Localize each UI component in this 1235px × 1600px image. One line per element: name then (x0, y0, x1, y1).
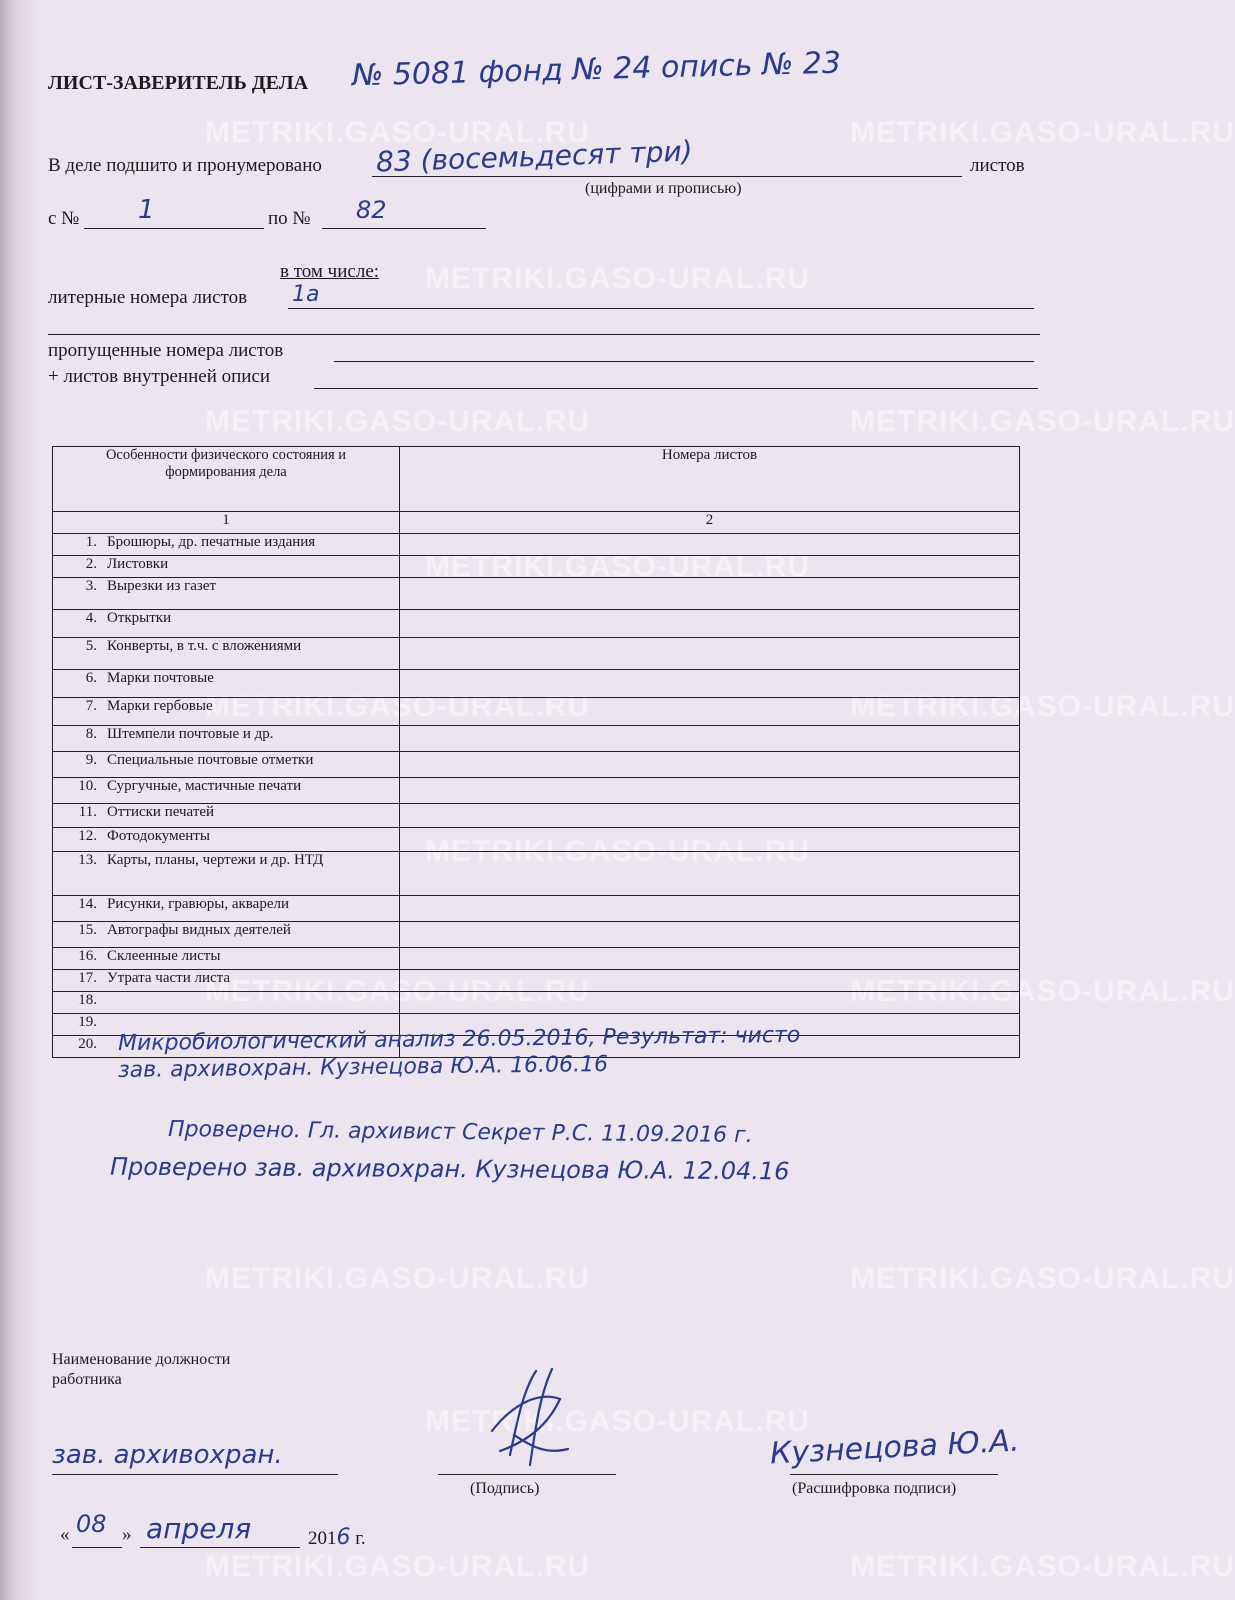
row-feature-label: Штемпели почтовые и др. (107, 726, 274, 742)
table-row (53, 670, 1020, 698)
row-number: 10. (78, 778, 97, 794)
table-row (53, 804, 1020, 828)
date-day-handwritten: 08 (76, 1510, 107, 1538)
row-feature-label: Утрата части листа (107, 970, 231, 986)
table-colnum-1: 1 (53, 512, 400, 534)
table-row (53, 578, 1020, 610)
watermark: METRIKI.GASO-URAL.RU (205, 1550, 590, 1583)
row-feature-label: Брошюры, др. печатные издания (107, 534, 316, 550)
table-handwritten-note-1: Микробиологический анализ 26.05.2016, Результат: чисто (117, 1022, 801, 1057)
table-row (53, 992, 1020, 1014)
row-feature-cell (53, 534, 400, 556)
watermark: METRIKI.GASO-URAL.RU (205, 975, 590, 1008)
signature-label: (Подпись) (470, 1480, 540, 1497)
row-feature-label: Фотодокументы (107, 828, 210, 844)
row-number: 18. (78, 992, 97, 1008)
watermark: METRIKI.GASO-URAL.RU (205, 405, 590, 438)
watermark: METRIKI.GASO-URAL.RU (205, 1262, 590, 1295)
row-feature-cell (53, 992, 400, 1014)
row-number: 17. (78, 970, 97, 986)
inner-inventory-label: + листов внутренней описи (48, 366, 271, 387)
date-month-handwritten: апреля (146, 1512, 252, 1545)
count-value-handwritten: 83 (восемьдесят три) (375, 134, 694, 179)
watermark: METRIKI.GASO-URAL.RU (850, 116, 1235, 149)
row-sheet-numbers-cell (400, 556, 1020, 578)
date-year (308, 1525, 366, 1550)
signature-mark (478, 1365, 574, 1475)
row-sheet-numbers-cell (400, 578, 1020, 610)
row-number: 3. (85, 578, 97, 594)
row-number: 1. (85, 534, 97, 550)
from-label: с № (48, 208, 80, 229)
condition-table (52, 446, 1020, 1058)
case-number-handwritten: № 5081 фонд № 24 опись № 23 (351, 45, 842, 94)
decode-label: (Расшифровка подписи) (792, 1480, 957, 1497)
row-feature-cell (53, 752, 400, 778)
row-sheet-numbers-cell (400, 670, 1020, 698)
row-sheet-numbers-cell (400, 804, 1020, 828)
row-number: 2. (85, 556, 97, 572)
table-row (53, 948, 1020, 970)
date-year-digit-handwritten: 6 (336, 1525, 351, 1550)
table-header-sheet-numbers: Номера листов (400, 447, 1020, 512)
table-handwritten-note-2: зав. архивохран. Кузнецова Ю.А. 16.06.16 (117, 1052, 609, 1083)
from-underline (84, 228, 264, 229)
row-feature-label: Листовки (107, 556, 169, 572)
count-note: (цифрами и прописью) (585, 180, 742, 197)
row-feature-cell (53, 778, 400, 804)
row-number: 9. (85, 752, 97, 768)
row-sheet-numbers-cell (400, 610, 1020, 638)
watermark: METRIKI.GASO-URAL.RU (425, 835, 810, 868)
row-feature-cell (53, 726, 400, 752)
row-feature-cell (53, 556, 400, 578)
date-year-prefix: 201 (308, 1528, 337, 1549)
date-close-quote: » (122, 1524, 132, 1545)
row-number: 7. (85, 698, 97, 714)
row-feature-label: Открытки (107, 610, 172, 626)
row-number: 13. (78, 852, 97, 868)
row-feature-cell (53, 852, 400, 896)
page-binding-edge (0, 0, 36, 1600)
including-label: в том числе: (280, 261, 380, 282)
row-feature-cell (53, 670, 400, 698)
table-row (53, 828, 1020, 852)
table-row (53, 610, 1020, 638)
row-number: 4. (85, 610, 97, 626)
to-label: по № (268, 208, 311, 229)
date-month-underline (140, 1547, 300, 1548)
table-header-features: Особенности физического состояния и формирования дела (53, 447, 400, 512)
watermark: METRIKI.GASO-URAL.RU (850, 975, 1235, 1008)
page-title: ЛИСТ-ЗАВЕРИТЕЛЬ ДЕЛА (48, 72, 309, 94)
date-year-suffix: г. (355, 1528, 366, 1549)
row-sheet-numbers-cell (400, 698, 1020, 726)
row-feature-label: Автографы видных деятелей (107, 922, 291, 938)
row-feature-cell (53, 698, 400, 726)
row-number: 5. (85, 638, 97, 654)
verification-note-2: Проверено зав. архивохран. Кузнецова Ю.А. 12.04.16 (109, 1152, 790, 1186)
watermark: METRIKI.GASO-URAL.RU (425, 262, 810, 295)
row-sheet-numbers-cell (400, 726, 1020, 752)
skipped-underline (334, 361, 1034, 362)
row-number: 8. (85, 726, 97, 742)
liter-value-handwritten: 1а (292, 282, 320, 307)
liter-label: литерные номера листов (48, 287, 248, 308)
from-value-handwritten: 1 (138, 195, 155, 225)
row-feature-cell (53, 948, 400, 970)
row-number: 16. (78, 948, 97, 964)
row-number: 11. (78, 804, 97, 820)
to-underline (322, 228, 486, 229)
row-feature-cell (53, 970, 400, 992)
verification-note-1: Проверено. Гл. архивист Секрет Р.С. 11.09.2016 г. (167, 1116, 753, 1149)
position-value-handwritten: зав. архивохран. (52, 1440, 283, 1470)
row-number: 20. (78, 1036, 97, 1052)
count-label: В деле подшито и пронумеровано (48, 155, 322, 176)
row-sheet-numbers-cell (400, 828, 1020, 852)
row-feature-cell (53, 828, 400, 852)
table-row (53, 852, 1020, 896)
row-feature-label: Марки почтовые (107, 670, 214, 686)
to-value-handwritten: 82 (356, 196, 387, 224)
row-sheet-numbers-cell (400, 970, 1020, 992)
watermark: METRIKI.GASO-URAL.RU (205, 116, 590, 149)
liter-underline-2 (48, 334, 1040, 335)
watermark: METRIKI.GASO-URAL.RU (425, 1405, 810, 1438)
date-day-underline (72, 1547, 122, 1548)
row-feature-cell (53, 638, 400, 670)
sheets-label: листов (970, 155, 1025, 176)
row-feature-label: Вырезки из газет (107, 578, 217, 594)
table-row (53, 638, 1020, 670)
row-feature-cell (53, 610, 400, 638)
table-row (53, 752, 1020, 778)
row-sheet-numbers-cell (400, 896, 1020, 922)
inner-inventory-underline (314, 388, 1038, 389)
row-feature-label: Карты, планы, чертежи и др. НТД (107, 852, 324, 868)
table-row (53, 922, 1020, 948)
row-number: 12. (78, 828, 97, 844)
row-feature-cell (53, 922, 400, 948)
row-feature-label: Склеенные листы (107, 948, 221, 964)
liter-underline (288, 308, 1034, 309)
decode-underline (790, 1474, 998, 1475)
row-feature-label: Оттиски печатей (107, 804, 215, 820)
row-feature-label: Конверты, в т.ч. с вложениями (107, 638, 302, 654)
row-sheet-numbers-cell (400, 852, 1020, 896)
row-number: 19. (78, 1014, 97, 1030)
row-feature-cell (53, 804, 400, 828)
row-sheet-numbers-cell (400, 752, 1020, 778)
watermark: METRIKI.GASO-URAL.RU (850, 1550, 1235, 1583)
watermark: METRIKI.GASO-URAL.RU (425, 550, 810, 583)
row-sheet-numbers-cell (400, 948, 1020, 970)
position-label-1: Наименование должности (52, 1351, 231, 1368)
row-sheet-numbers-cell (400, 534, 1020, 556)
row-sheet-numbers-cell (400, 992, 1020, 1014)
row-feature-cell (53, 578, 400, 610)
table-row (53, 698, 1020, 726)
signature-underline (438, 1474, 616, 1475)
decode-value-handwritten: Кузнецова Ю.А. (769, 1423, 1021, 1472)
table-row (53, 778, 1020, 804)
table-row (53, 556, 1020, 578)
skipped-label: пропущенные номера листов (48, 340, 284, 361)
date-open-quote: « (60, 1524, 70, 1545)
row-sheet-numbers-cell (400, 922, 1020, 948)
count-underline (372, 176, 962, 177)
row-feature-label: Марки гербовые (107, 698, 213, 714)
row-feature-label: Рисунки, гравюры, акварели (107, 896, 290, 912)
watermark: METRIKI.GASO-URAL.RU (850, 405, 1235, 438)
row-number: 15. (78, 922, 97, 938)
watermark: METRIKI.GASO-URAL.RU (850, 1262, 1235, 1295)
table-row (53, 970, 1020, 992)
watermark: METRIKI.GASO-URAL.RU (850, 690, 1235, 723)
table-row (53, 534, 1020, 556)
table-row (53, 726, 1020, 752)
watermark: METRIKI.GASO-URAL.RU (205, 690, 590, 723)
row-feature-label: Сургучные, мастичные печати (107, 778, 302, 794)
row-feature-label: Специальные почтовые отметки (107, 752, 314, 768)
table-row (53, 896, 1020, 922)
row-number: 6. (85, 670, 97, 686)
row-number: 14. (78, 896, 97, 912)
row-sheet-numbers-cell (400, 638, 1020, 670)
position-underline (52, 1474, 338, 1475)
row-feature-cell (53, 896, 400, 922)
table-colnum-2: 2 (400, 512, 1020, 534)
position-label-2: работника (52, 1371, 122, 1388)
row-sheet-numbers-cell (400, 778, 1020, 804)
